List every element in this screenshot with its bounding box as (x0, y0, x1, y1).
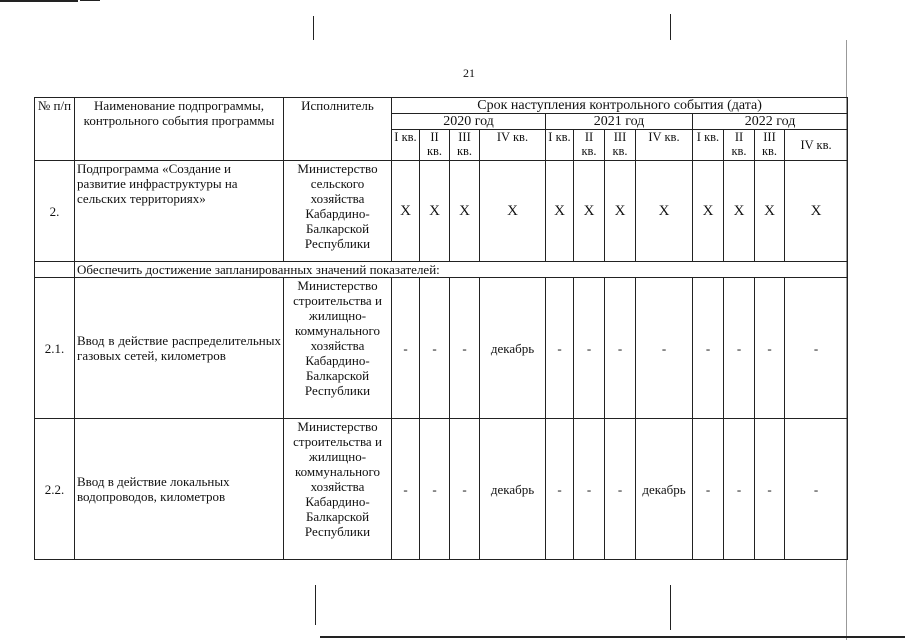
cell-value: - (785, 419, 848, 560)
quarter-2020-2: II кв. (420, 130, 450, 161)
cell-value: - (450, 419, 480, 560)
cell-value: декабрь (480, 278, 546, 419)
cell-value: X (755, 161, 785, 262)
quarter-2022-2: II кв. (724, 130, 755, 161)
row-name (75, 278, 284, 419)
cell-value: - (420, 419, 450, 560)
quarter-2021-3: III кв. (605, 130, 636, 161)
quarter-2021-1: I кв. (546, 130, 574, 161)
row-name: Подпрограмма «Создание и развитие инфраструктуры на сельских территориях» (75, 161, 284, 262)
header-executor: Исполнитель (284, 98, 392, 161)
table-row (35, 419, 848, 560)
scan-mark-top-left (0, 0, 78, 2)
quarter-2022-1: I кв. (693, 130, 724, 161)
control-events-table (34, 97, 848, 560)
scan-mark-bottom (320, 636, 905, 638)
cell-value: X (574, 161, 605, 262)
quarter-2020-4: IV кв. (480, 130, 546, 161)
cell-value: X (392, 161, 420, 262)
cell-value: - (755, 419, 785, 560)
cell-value: - (605, 278, 636, 419)
cell-value: - (693, 419, 724, 560)
header-name: Наименование подпрограммы, контрольного события программы (75, 98, 284, 161)
cell-value: декабрь (480, 419, 546, 560)
header-deadline: Срок наступления контрольного события (дата) (392, 98, 848, 114)
quarter-2021-2: II кв. (574, 130, 605, 161)
fold-line-top-right (670, 14, 671, 40)
row-executor: Министерство строительства и жилищно-коммунального хозяйства Кабардино-Балкарской Республики (284, 419, 392, 560)
goal-text: Обеспечить достижение запланированных значений показателей: (75, 262, 848, 278)
cell-value: X (724, 161, 755, 262)
cell-value: X (546, 161, 574, 262)
goal-num-empty (35, 262, 75, 278)
header-year-2022: 2022 год (693, 114, 848, 130)
quarter-2020-3: III кв. (450, 130, 480, 161)
cell-value: X (636, 161, 693, 262)
cell-value: - (755, 278, 785, 419)
cell-value: X (480, 161, 546, 262)
quarter-2022-4: IV кв. (785, 130, 848, 161)
table-row (35, 278, 848, 419)
cell-value: - (724, 278, 755, 419)
cell-value: X (785, 161, 848, 262)
cell-value: - (546, 419, 574, 560)
cell-value: декабрь (636, 419, 693, 560)
header-num: № п/п (35, 98, 75, 161)
cell-value: - (546, 278, 574, 419)
cell-value: - (392, 419, 420, 560)
quarter-2021-4: IV кв. (636, 130, 693, 161)
scan-mark-top-left-2 (80, 0, 100, 1)
goal-row (35, 262, 848, 278)
row-num: 2. (35, 161, 75, 262)
fold-line-bottom-right (670, 585, 671, 630)
table-row (35, 161, 848, 262)
cell-value: X (420, 161, 450, 262)
cell-value: - (574, 278, 605, 419)
cell-value: - (450, 278, 480, 419)
fold-line-bottom-left (315, 585, 316, 625)
quarter-2020-1: I кв. (392, 130, 420, 161)
row-num: 2.1. (35, 278, 75, 419)
cell-value: X (605, 161, 636, 262)
fold-line-top-left (313, 16, 314, 40)
cell-value: - (636, 278, 693, 419)
row-executor: Министерство строительства и жилищно-коммунального хозяйства Кабардино-Балкарской Республики (284, 278, 392, 419)
cell-value: - (574, 419, 605, 560)
header-year-2021: 2021 год (546, 114, 693, 130)
header-row-1 (35, 98, 848, 114)
page-number: 21 (463, 66, 475, 80)
cell-value: - (605, 419, 636, 560)
row-num: 2.2. (35, 419, 75, 560)
row-executor: Министерство сельского хозяйства Кабардино-Балкарской Республики (284, 161, 392, 262)
cell-value: - (724, 419, 755, 560)
header-year-2020: 2020 год (392, 114, 546, 130)
cell-value: - (785, 278, 848, 419)
cell-value: X (450, 161, 480, 262)
cell-value: - (693, 278, 724, 419)
cell-value: - (392, 278, 420, 419)
quarter-2022-3: III кв. (755, 130, 785, 161)
row-name-text: Ввод в действие распределительных газовых сетей, километров (77, 333, 281, 363)
cell-value: - (420, 278, 450, 419)
cell-value: X (693, 161, 724, 262)
row-name: Ввод в действие локальных водопроводов, километров (75, 419, 284, 560)
